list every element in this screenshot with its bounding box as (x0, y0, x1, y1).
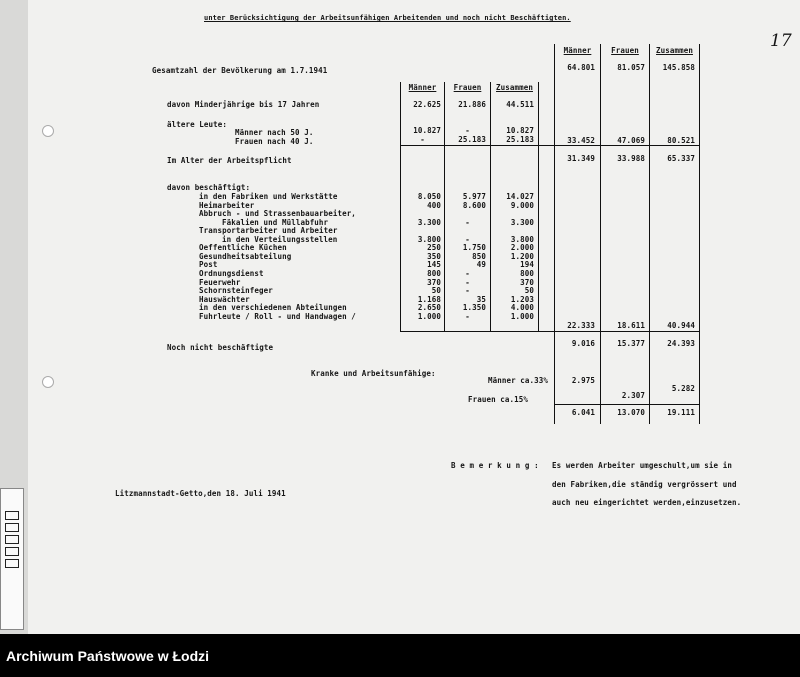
value: 80.521 (667, 136, 695, 145)
place-date: Litzmannstadt-Getto,den 18. Juli 1941 (115, 489, 286, 498)
employment-row-label: Gesundheitsabteilung (199, 251, 292, 261)
employment-value-total: 370 (520, 277, 534, 287)
value: 21.886 (458, 100, 486, 109)
subheader-women: Frauen (453, 83, 482, 92)
page-number: 17 (770, 31, 792, 51)
sick-label: Kranke und Arbeitsunfähige: (311, 369, 436, 378)
value: 19.111 (667, 408, 695, 417)
col-line (538, 82, 539, 332)
employment-value-total: 1.000 (510, 311, 534, 321)
employed-label: davon beschäftigt: (167, 183, 251, 192)
employment-value-women: - (465, 311, 470, 321)
employment-value-men: 1.168 (417, 294, 441, 304)
value: 18.611 (617, 321, 645, 330)
punch-hole-bottom (42, 376, 54, 388)
value: 47.069 (617, 136, 645, 145)
col-line (554, 44, 555, 424)
employment-value-men: 3.300 (417, 217, 441, 227)
employment-row-label: Ordnungsdienst (199, 268, 264, 278)
value: 2.307 (621, 391, 645, 400)
employment-row-label: Transportarbeiter und Arbeiter (199, 226, 338, 236)
employment-value-total: 3.800 (510, 234, 534, 244)
employment-value-men: 370 (427, 277, 441, 287)
row-label: Männer nach 50 J. (235, 128, 314, 137)
value: 31.349 (567, 154, 595, 163)
value: 22.333 (567, 321, 595, 330)
employment-value-women: 5.977 (462, 192, 486, 201)
employment-value-men: 350 (427, 251, 441, 261)
employment-row-label: Abbruch - und Strassenbauarbeiter, (199, 209, 356, 219)
employment-value-women: 49 (476, 260, 486, 270)
employment-row-label: Schornsteinfeger (199, 286, 273, 296)
employment-value-men: 400 (427, 200, 441, 210)
row-label: Frauen ca.15% (468, 395, 528, 404)
row-label: Männer ca.33% (488, 376, 548, 385)
value: 9.016 (571, 339, 595, 348)
header-men: Männer (563, 46, 592, 55)
archive-stamp (0, 488, 24, 630)
employment-value-women: - (465, 234, 470, 244)
value: 145.858 (662, 63, 695, 72)
employment-value-women: - (465, 277, 470, 287)
employment-value-total: 2.000 (510, 243, 534, 253)
employment-value-total: 9.000 (510, 200, 534, 210)
employment-row-label: in den Verteilungsstellen (222, 234, 338, 244)
value: 10.827 (413, 126, 441, 135)
sum-line (400, 145, 700, 146)
employment-value-women: - (465, 286, 470, 296)
value: 10.827 (506, 126, 534, 135)
value: 44.511 (506, 100, 534, 109)
employment-value-women: 1.350 (462, 303, 486, 313)
employment-value-men: 8.050 (417, 192, 441, 201)
employment-value-men: 250 (427, 243, 441, 253)
value: 25.183 (506, 135, 534, 144)
sum-line (554, 404, 700, 405)
value: - (465, 126, 470, 135)
employment-row-label: in den Fabriken und Werkstätte (199, 192, 338, 201)
value: 64.801 (567, 63, 595, 72)
employment-value-women: - (465, 217, 470, 227)
value: 24.393 (667, 339, 695, 348)
employment-value-total: 3.300 (510, 217, 534, 227)
employment-value-men: 145 (427, 260, 441, 270)
value: 2.975 (571, 376, 595, 385)
row-label: Frauen nach 40 J. (235, 137, 314, 146)
row-label: davon Minderjährige bis 17 Jahren (167, 100, 320, 109)
value: 40.944 (667, 321, 695, 330)
value: 65.337 (667, 154, 695, 163)
row-label: Im Alter der Arbeitspflicht (167, 156, 292, 165)
value: 25.183 (458, 135, 486, 144)
row-label: Gesamtzahl der Bevölkerung am 1.7.1941 (152, 66, 328, 75)
col-line (699, 44, 700, 424)
employment-value-men: 2.650 (417, 303, 441, 313)
employment-value-men: 3.800 (417, 234, 441, 244)
employment-row-label: Fäkalien und Müllabfuhr (222, 217, 329, 227)
employment-row-label: in den verschiedenen Abteilungen (199, 303, 347, 313)
employment-row-label: Fuhrleute / Roll - und Handwagen / (199, 311, 356, 321)
remark-line: auch neu eingerichtet werden,einzusetzen. (552, 498, 742, 507)
punch-hole-top (42, 125, 54, 137)
remark-line: Es werden Arbeiter umgeschult,um sie in (552, 461, 732, 470)
document-subtitle: unter Berücksichtigung der Arbeitsunfähigen Arbeitenden und noch nicht Beschäftigten. (204, 14, 571, 22)
row-label: Noch nicht beschäftigte (167, 343, 274, 352)
employment-value-women: 850 (472, 251, 486, 261)
employment-row-label: Hauswächter (199, 294, 250, 304)
employment-value-women: - (465, 268, 470, 278)
remark-label: B e m e r k u n g : (451, 461, 539, 470)
employment-row-label: Feuerwehr (199, 277, 241, 287)
employment-value-men: 800 (427, 268, 441, 278)
employment-value-women: 35 (476, 294, 486, 304)
header-women: Frauen (611, 46, 639, 55)
value: 15.377 (617, 339, 645, 348)
archive-footer (0, 638, 800, 677)
col-line (649, 44, 650, 424)
employment-value-women: 1.750 (462, 243, 486, 253)
value: 81.057 (617, 63, 645, 72)
archive-name: Archiwum Państwowe w Łodzi (6, 648, 210, 664)
employment-value-men: 1.000 (417, 311, 441, 321)
remark-line: den Fabriken,die ständig vergrössert und (552, 480, 737, 489)
value: 22.625 (413, 100, 441, 109)
value: 5.282 (671, 384, 695, 393)
employment-row-label: Post (199, 260, 218, 270)
value: 13.070 (617, 408, 645, 417)
subheader-men: Männer (408, 83, 437, 92)
subheader-total: Zusammen (496, 83, 533, 92)
employment-value-total: 1.203 (510, 294, 534, 304)
employment-value-total: 800 (520, 268, 534, 278)
employment-value-total: 4.000 (510, 303, 534, 313)
employment-row-label: Heimarbeiter (199, 200, 255, 210)
value: 33.988 (617, 154, 645, 163)
value: 6.041 (571, 408, 595, 417)
value: 33.452 (567, 136, 595, 145)
employment-row-label: Oeffentliche Küchen (199, 243, 287, 253)
employment-value-total: 194 (520, 260, 534, 270)
employment-value-women: 8.600 (462, 200, 486, 210)
elderly-label: ältere Leute: (167, 120, 227, 129)
sum-line (400, 331, 700, 332)
col-line (600, 44, 601, 424)
employment-value-total: 1.200 (510, 251, 534, 261)
value: - (420, 135, 425, 144)
employment-value-total: 50 (524, 286, 534, 296)
document-page (28, 0, 800, 634)
header-total: Zusammen (656, 46, 693, 55)
employment-value-total: 14.027 (506, 192, 534, 201)
employment-value-men: 50 (431, 286, 441, 296)
